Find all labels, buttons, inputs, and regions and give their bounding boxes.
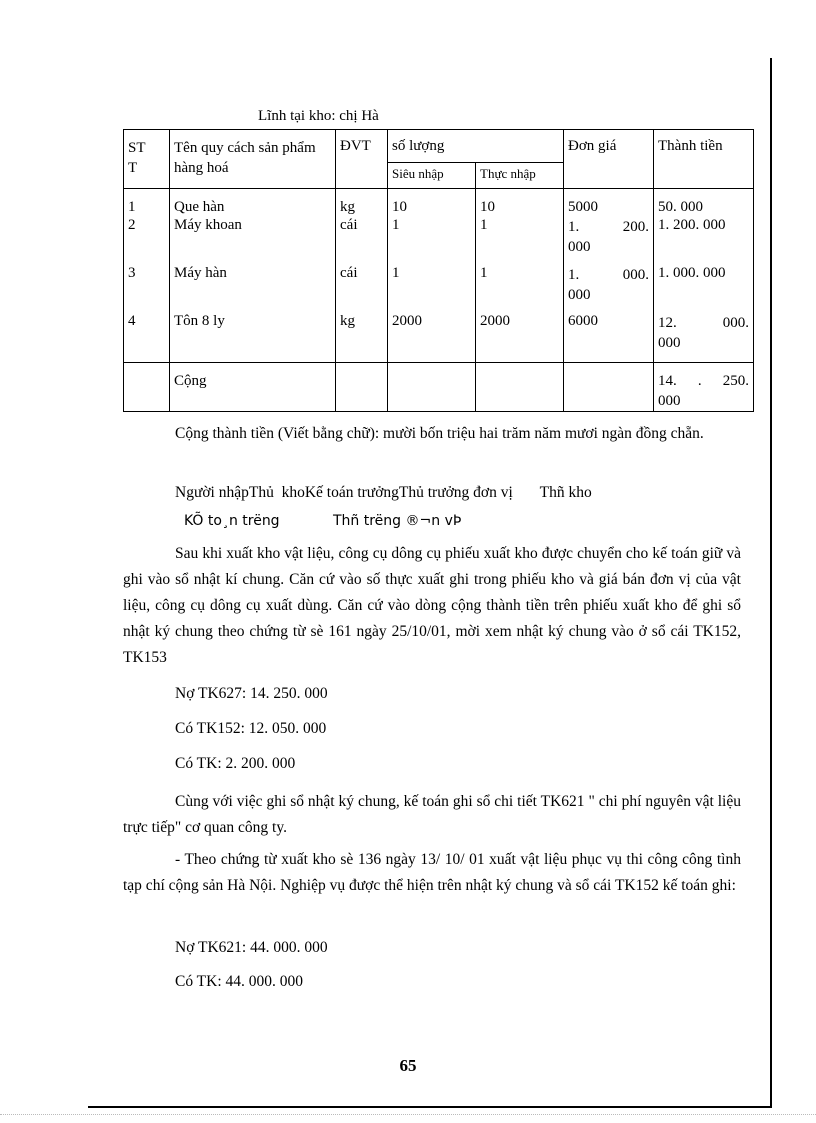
header-qty-a: Siêu nhập [388,163,476,189]
row2-name: Máy khoan [170,217,336,265]
header-price-text: Đơn giá [568,138,617,154]
entry-debit-627: Nợ TK627: 14. 250. 000 [175,685,328,702]
header-name [170,130,336,189]
row4-total [654,313,754,363]
row1-total: 50. 000 [654,189,754,217]
body-paragraph-2: Cùng với việc ghi sổ nhật ký chung, kế toán ghi sổ chi tiết TK621 " chi phí nguyên vật liệu trực tiếp" cơ quan công ty. [123,793,741,836]
entry-credit-152: Có TK152: 12. 050. 000 [175,720,327,737]
table-row [124,313,754,363]
row4-total-line1 [658,313,749,333]
row3-price-line2: 000 [568,286,591,303]
sum-price [564,363,654,412]
sum-total-line1 [658,371,749,391]
row2-price-part1: 1. [568,218,580,235]
header-stt-line2: T [128,160,138,176]
sum-total [654,363,754,412]
row3-price-part2: 000. [622,266,650,283]
entry-credit-tk: Có TK: 2. 200. 000 [175,755,296,772]
row4-stt: 4 [124,313,170,363]
sum-unit [336,363,388,412]
row2-price-line2: 000 [568,238,591,255]
row3-stt: 3 [124,265,170,313]
header-total-text: Thành tiền [658,138,723,154]
header-qty-text: số lượng [392,138,445,154]
row2-qb: 1 [476,217,564,265]
page-bottom-dotted-rule [0,1114,816,1115]
signature-line-2b: Thñ trëng ®¬n vÞ [333,513,462,529]
row3-qa: 1 [388,265,476,313]
entry-credit-tk-2: Có TK: 44. 000. 000 [175,973,304,990]
row4-qa: 2000 [388,313,476,363]
row1-stt: 1 [124,189,170,217]
row4-name: Tôn 8 ly [170,313,336,363]
body-paragraph-1: Sau khi xuất kho vật liệu, công cụ dông cụ phiếu xuất kho được chuyển cho kế toán giữ và ghi vào sổ nhật kí chung. Căn cứ vào số thực xuất ghi trong phiếu kho và giá bán đơn vị của vật liệu, công cụ dông cụ xuất dùng. Căn cứ vào dòng cộng thành tiền trên phiếu xuất kho để ghi sổ nhật ký chung theo chứng từ sè 161 ngày 25/10/01, mời xem nhật ký chung vào ở sổ cái TK152, TK153 [123,545,741,666]
signature-line-1: Người nhậpThủ khoKế toán trưởngThủ trưởng đơn vị Thñ kho [175,484,592,501]
row2-price [564,217,654,265]
table-row [124,189,754,217]
table-header-row [124,130,754,163]
row1-qb: 10 [476,189,564,217]
header-qty [388,130,564,163]
header-qty-b: Thực nhập [476,163,564,189]
row4-price: 6000 [564,313,654,363]
entry-debit-621: Nợ TK621: 44. 000. 000 [175,939,328,956]
row1-qa: 10 [388,189,476,217]
row3-unit: cái [336,265,388,313]
row3-price-line1 [568,265,649,285]
body-paragraph-3: - Theo chứng từ xuất kho sè 136 ngày 13/ 10/ 01 xuất vật liệu phục vụ thi công công tình tạp chí cộng sản Hà Nội. Nghiệp vụ được thể hiện trên nhật ký chung và sổ cái TK152 kế toán ghi: [123,851,741,894]
row4-total-part1: 12. [658,314,677,331]
row1-price: 5000 [564,189,654,217]
header-unit-text: ĐVT [340,138,371,154]
row4-qb: 2000 [476,313,564,363]
row3-qb: 1 [476,265,564,313]
header-stt [124,130,170,189]
row2-qa: 1 [388,217,476,265]
table-sum-row [124,363,754,412]
row3-price [564,265,654,313]
row2-price-line1 [568,217,649,237]
sum-label: Cộng [170,363,336,412]
row2-unit: cái [336,217,388,265]
header-total [654,130,754,189]
page-number: 65 [399,1056,417,1075]
row3-price-part1: 1. [568,266,580,283]
signature-line-2a: KÕ to¸n trëng [184,513,280,529]
row4-total-line2: 000 [658,334,681,351]
row2-stt: 2 [124,217,170,265]
row3-name: Máy hàn [170,265,336,313]
table-row [124,217,754,265]
row4-total-part2: 000. [722,314,750,331]
sum-total-line2: 000 [658,393,681,409]
goods-table [123,129,754,412]
sum-stt [124,363,170,412]
table-row [124,265,754,313]
row1-name: Que hàn [170,189,336,217]
sum-qa [388,363,476,412]
sum-total-part1: 14. [658,373,677,389]
header-price [564,130,654,189]
sum-qb [476,363,564,412]
row3-total: 1. 000. 000 [654,265,754,313]
row1-unit: kg [336,189,388,217]
sum-total-dot: . [697,373,702,389]
warehouse-label: Lĩnh tại kho: chị Hà [258,108,379,124]
header-stt-line1: ST [128,140,146,156]
row2-total: 1. 200. 000 [654,217,754,265]
row2-price-part2: 200. [622,218,650,235]
header-name-text: Tên quy cách sản phẩm hàng hoá [174,140,316,176]
sum-total-part2: 250. [722,373,750,389]
total-in-words-paragraph: Cộng thành tiền (Viết bằng chữ): mười bốn triệu hai trăm năm mươi ngàn đồng chẵn. [175,425,704,442]
row4-unit: kg [336,313,388,363]
header-unit [336,130,388,189]
